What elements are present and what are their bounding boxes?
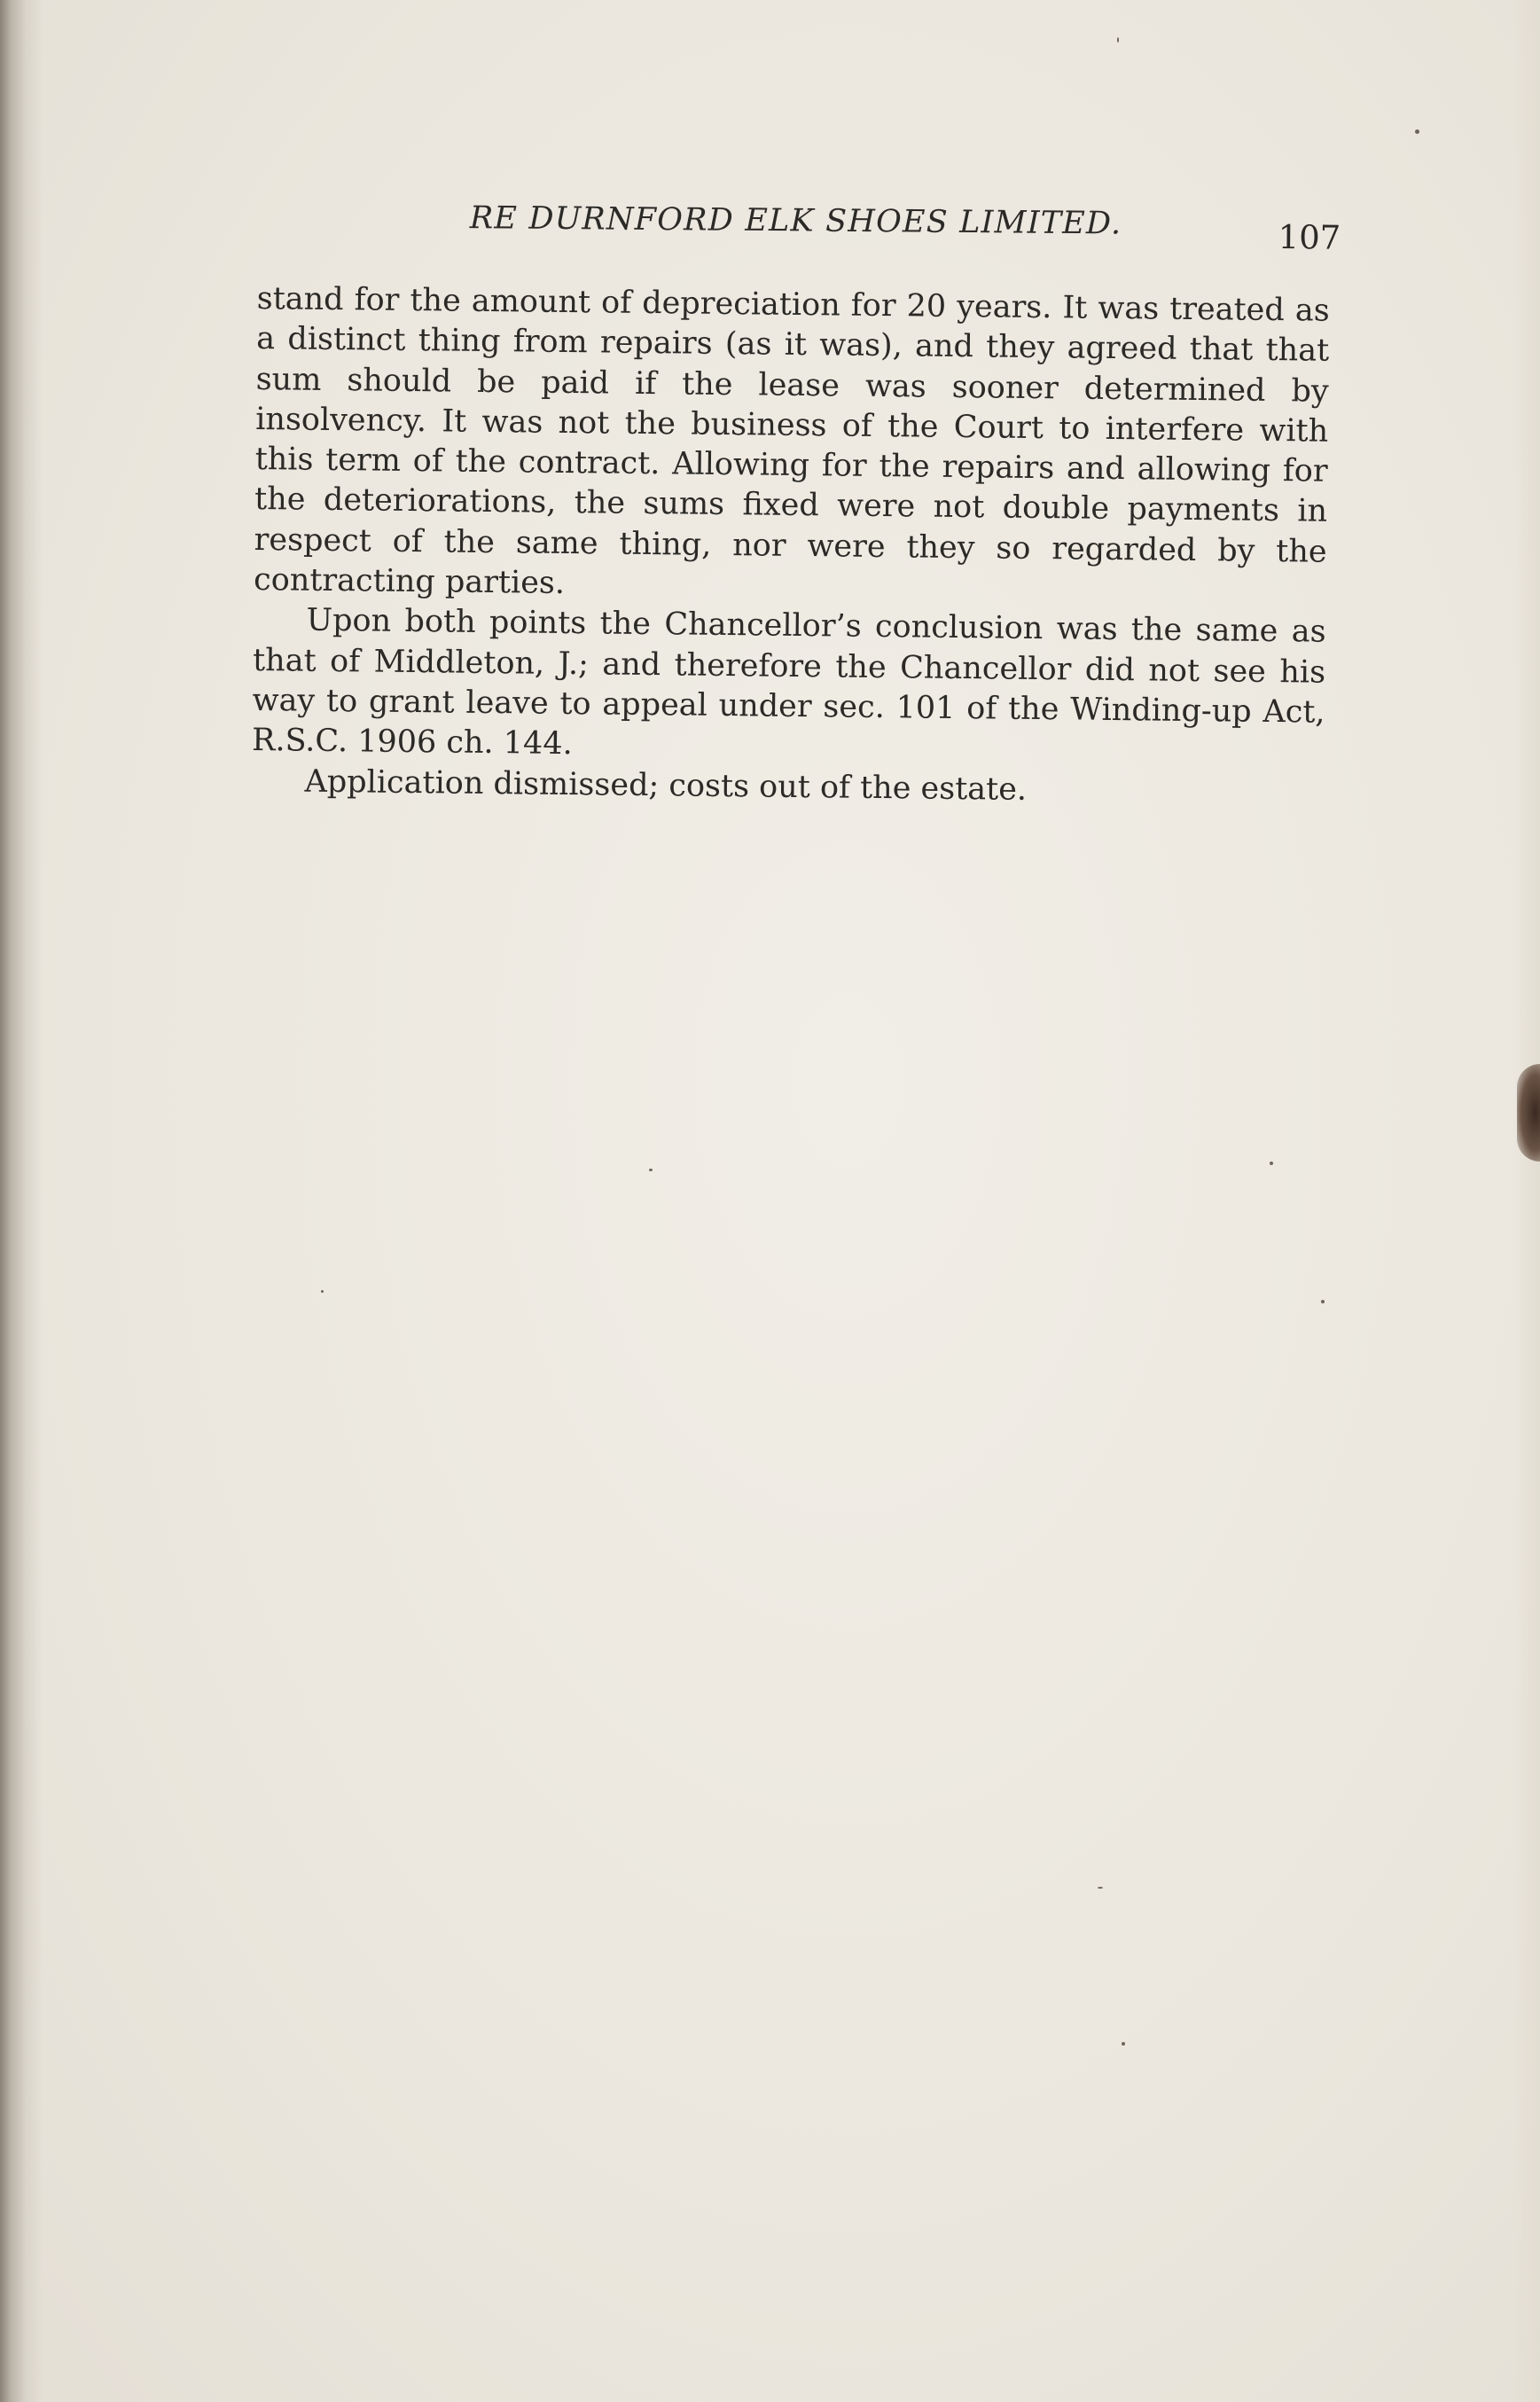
page-number: 107 [1278,218,1341,257]
paper-speck [1415,129,1419,134]
paragraph-conclusion: Upon both points the Chancellor’s conclusion was the same as that of Middleton, J.; and therefore the Chancellor did not see his way to grant leave to appeal under sec. 101 of the Winding-up Act, R.S.C. 1906 ch. 144. [251,603,1326,763]
paper-speck [1321,1300,1325,1303]
paper-speck [649,1169,653,1171]
paragraph-disposition: Application dismissed; costs out of the estate. [304,763,1028,808]
paragraph-continued: stand for the amount of depreciation for 20 years. It was treated as a distinct thing from repairs (as it was), and they agreed that that sum should be paid if the lease was sooner determined by insolvency. It was not the business of the Court to interfere with this term of the contract. Allowing for the repairs and allowing for the deteriorations, the sums fixed were not double payments in respect of the same thing, nor were they so regarded by the contracting parties. [253,280,1330,602]
paper-speck [1122,2042,1125,2046]
paper-speck [1098,1887,1103,1889]
paper-speck [321,1290,324,1293]
page-edge [1513,0,1540,2402]
paper-speck [1117,37,1119,43]
page-edge-stain [1517,1064,1540,1162]
running-title: RE DURNFORD ELK SHOES LIMITED. [469,200,1122,242]
paper-speck [1270,1162,1273,1165]
binding-shadow [0,0,43,2402]
running-header [256,199,1341,262]
body-text [251,279,1330,814]
